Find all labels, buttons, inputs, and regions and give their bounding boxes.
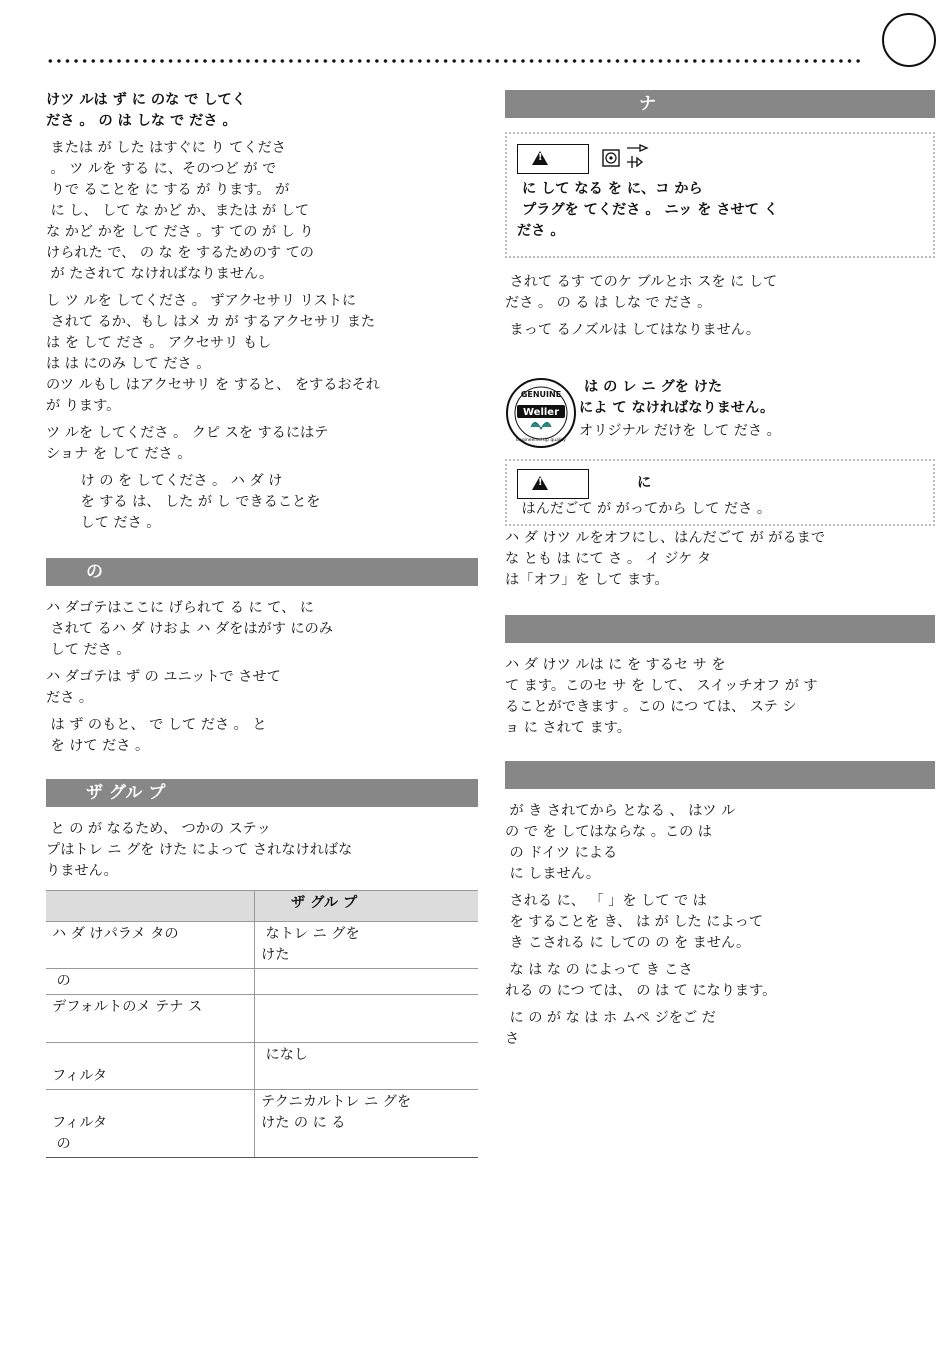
- table-cell: フィルタ: [46, 1043, 255, 1090]
- paragraph: は の レ ニ グを けた によ て なければなりません。: [579, 379, 775, 416]
- table-header-cell: ザ グル プ: [255, 891, 479, 922]
- warning-label: [517, 144, 589, 174]
- section-heading: [505, 761, 935, 789]
- warning-title: に: [637, 475, 652, 491]
- warning-triangle-icon: [532, 476, 548, 490]
- paragraph: まって るノズルは してはなりません。: [505, 322, 761, 338]
- plug-symbol-icon: [602, 144, 662, 170]
- paragraph: ハ ダ けツ ルは に を するセ サ を て ます。このセ サ を して、 スイッチオフ が す ることができます 。この につ ては、 ステ シ ョ に されて ます。: [505, 657, 818, 736]
- paragraph: な は な の によって き こさ れる の につ ては、 の は て になります。: [505, 962, 777, 999]
- weller-genuine-logo: [505, 377, 577, 449]
- section-heading: ナ: [505, 90, 935, 118]
- paragraph: が き されてから となる 、 はツ ル の で を してはならな 。この は の ドイツ による に しません。: [505, 803, 736, 882]
- logo-top-text: GENUINE: [520, 390, 562, 399]
- paragraph: けツ ルは ず に のな で してく ださ 。 の は しな で ださ 。: [46, 92, 246, 129]
- paragraph: ハ ダゴテはここに げられて る に て、 に されて るハ ダ けおよ ハ ダをはがす にのみ して ださ 。: [46, 600, 333, 658]
- paragraph: オリジナル だけを して ださ 。: [579, 423, 781, 439]
- warning-text: はんだごて が がってから して ださ 。: [517, 501, 772, 517]
- genuine-text: [579, 377, 781, 448]
- paragraph: される に、 「 」を して で は を することを き、 は が した によって き こされる に しての の を ません。: [509, 893, 764, 951]
- page-number-circle: [882, 13, 936, 67]
- table-row: [46, 995, 478, 1043]
- section-heading: [505, 615, 935, 643]
- section-heading: ザ グル プ: [46, 779, 478, 807]
- table-row: [46, 1090, 478, 1158]
- table-header-cell: [46, 891, 255, 922]
- paragraph: は ず のもと、 で して ださ 。 と を けて ださ 。: [50, 717, 267, 754]
- symbol-group: [602, 144, 662, 177]
- warning-label: [517, 469, 589, 499]
- paragraph: ハ ダ けツ ルをオフにし、はんだごて が がるまで な とも は にて さ 。 イ ジケ タ は「オフ」を して ます。: [505, 530, 826, 588]
- warning-box: [505, 132, 935, 258]
- table-cell: テクニカルトレ ニ グを けた の に る: [255, 1090, 479, 1158]
- dotted-rule: [46, 58, 864, 64]
- table-cell: になし: [255, 1043, 479, 1090]
- table-cell: [255, 995, 479, 1043]
- paragraph: し ツ ルを してくださ 。 ずアクセサリ リストに されて るか、もし はメ カ が するアクセサリ また は を して ださ 。 アクセサリ もし は は にのみ して ださ 。 のツ ルもし はアクセサリ を すると、 をするおそれ が ります。: [46, 293, 380, 414]
- paragraph: されて るす てのケ ブルとホ スを に して ださ 。 の る は しな で ださ 。: [505, 274, 778, 311]
- warning-box: [505, 459, 935, 526]
- table-cell: フィルタ の: [46, 1090, 255, 1158]
- paragraph: ツ ルを してくださ 。 クピ スを するにはテ ショナ を して ださ 。: [46, 425, 329, 462]
- paragraph: と の が なるため、 つかの ステッ プはトレ ニ グを けた によって されなければな りません。: [46, 821, 353, 879]
- logo-bottom-text: Engineered tip quality: [516, 438, 566, 443]
- table-cell: [255, 969, 479, 995]
- table-row: [46, 922, 478, 969]
- table-row: [46, 969, 478, 995]
- user-group-table: [46, 890, 478, 1158]
- table-cell: なトレ ニ グを けた: [255, 922, 479, 969]
- right-column: [505, 90, 935, 1056]
- paragraph: け の を してくださ 。 ハ ダ け を する は、 した が し できることを して ださ 。: [80, 473, 321, 531]
- warning-text: に して なる を に、コ から プラグを てくださ 。 ニッ を させて く ださ 。: [517, 181, 779, 239]
- warning-triangle-icon: [532, 151, 548, 165]
- table-row: [46, 1043, 478, 1090]
- paragraph: に の が な は ホ ムペ ジをご だ さ: [505, 1010, 716, 1047]
- genuine-tips-block: [505, 377, 935, 449]
- logo-brand: Weller: [522, 407, 560, 418]
- table-cell: ハ ダ けパラメ タの: [46, 922, 255, 969]
- left-column: [46, 90, 478, 1158]
- section-heading: の: [46, 558, 478, 586]
- table-cell: デフォルトのメ テナ ス: [46, 995, 255, 1043]
- paragraph: または が した はすぐに り てくださ 。 ツ ルを する に、そのつど が で りで ることを に する が ります。 が に し、 して な かど か、または が して な かど かを して ださ 。す ての が し り けられた で、 の な を するためのす ての が たされて なければなりません。: [46, 140, 314, 282]
- table-header-row: [46, 891, 478, 922]
- table-cell: の: [46, 969, 255, 995]
- paragraph: ハ ダゴテは ず の ユニットで させて ださ 。: [46, 669, 281, 706]
